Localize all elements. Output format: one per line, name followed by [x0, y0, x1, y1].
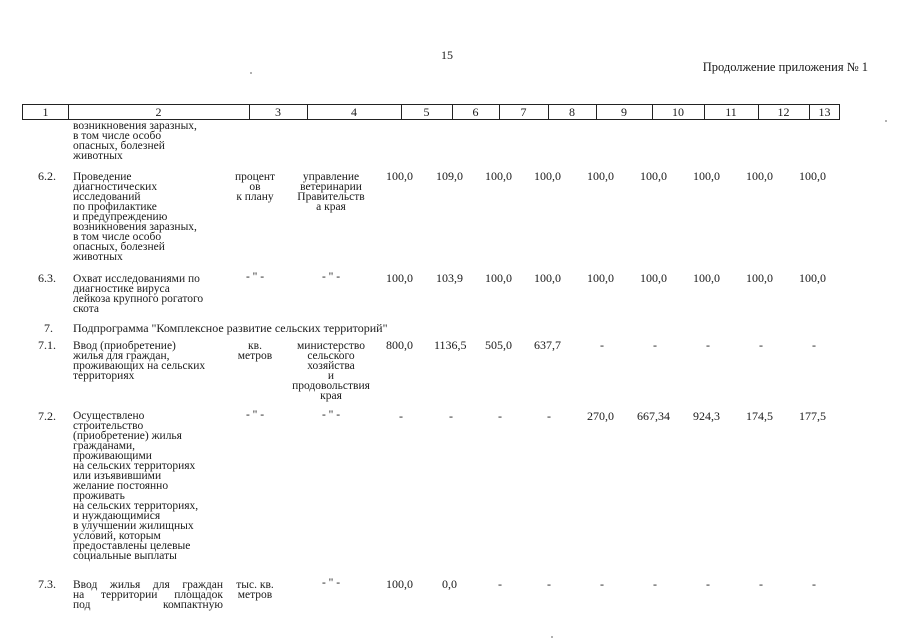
column-divider — [596, 104, 597, 120]
value-cell: 637,7 — [534, 338, 561, 352]
value-cell: 270,0 — [587, 409, 614, 423]
value-cell: 100,0 — [587, 169, 614, 183]
scan-speck — [885, 120, 887, 122]
value-cell: 174,5 — [746, 409, 773, 423]
value-cell: 100,0 — [534, 271, 561, 285]
row-name-line: Ввод жилья для граждан — [73, 579, 223, 591]
header-cell: 8 — [569, 105, 575, 119]
column-divider — [652, 104, 653, 120]
value-cell: 100,0 — [746, 169, 773, 183]
header-cell: 2 — [155, 105, 162, 119]
row-name: Осуществлено строительство (приобретение) жилья гражданами, проживающими на сельских территориях или изъявившими желание постоянно проживать на сельских территориях, и нуждающимися в улучшении жилищных условий, которым предоставлены целевые социальные выплаты — [73, 410, 199, 562]
table-header-row — [22, 104, 840, 120]
value-cell: 100,0 — [693, 271, 720, 285]
column-divider — [401, 104, 402, 120]
row-executor: - " - — [321, 271, 341, 283]
header-cell: 5 — [423, 105, 430, 119]
row-executor: управление ветеринарии Правительств а края — [297, 171, 365, 213]
value-cell: 100,0 — [485, 271, 512, 285]
row-unit: тыс. кв. метров — [236, 579, 274, 601]
value-cell: 100,0 — [693, 169, 720, 183]
header-cell: 13 — [818, 105, 831, 119]
value-cell: - — [547, 409, 551, 423]
column-divider — [307, 104, 308, 120]
row-number: 7.2. — [38, 409, 56, 423]
row-name: Ввод (приобретение) жилья для граждан, проживающих на сельских территориях — [73, 340, 206, 382]
header-cell: 7 — [520, 105, 527, 119]
scan-speck — [551, 636, 553, 638]
header-cell: 12 — [777, 105, 790, 119]
row-number: 6.3. — [38, 271, 56, 285]
value-cell: 100,0 — [746, 271, 773, 285]
value-cell: 924,3 — [693, 409, 720, 423]
value-cell: - — [653, 338, 657, 352]
value-cell: - — [706, 338, 710, 352]
value-cell: 100,0 — [799, 271, 826, 285]
value-cell: - — [547, 577, 551, 591]
row-number: 7.3. — [38, 577, 56, 591]
column-divider — [249, 104, 250, 120]
continuation-title: Продолжение приложения № 1 — [702, 60, 868, 74]
header-cell: 3 — [275, 105, 281, 119]
value-cell: 100,0 — [485, 169, 512, 183]
value-cell: 100,0 — [386, 169, 413, 183]
header-cell: 10 — [672, 105, 684, 119]
value-cell: 100,0 — [640, 169, 667, 183]
header-cell: 1 — [42, 105, 49, 119]
value-cell: 800,0 — [386, 338, 413, 352]
value-cell: 100,0 — [386, 271, 413, 285]
row-number: 6.2. — [38, 169, 56, 183]
value-cell: 667,34 — [637, 409, 670, 423]
value-cell: - — [449, 409, 453, 423]
row-executor: - " - — [321, 409, 341, 421]
value-cell: - — [399, 409, 403, 423]
row-name: Проведение диагностических исследований по профилактике и предупреждению возникновения заразных, в том числе особо опасных, болезней животных — [73, 171, 197, 263]
value-cell: 100,0 — [534, 169, 561, 183]
value-cell: - — [812, 338, 816, 352]
value-cell: 100,0 — [587, 271, 614, 285]
column-divider — [68, 104, 69, 120]
row-number: 7.1. — [38, 338, 56, 352]
value-cell: 100,0 — [386, 577, 413, 591]
row-unit: - " - — [245, 409, 265, 421]
row-name-line: на территории площадок — [73, 589, 223, 601]
row-name: Охват исследованиями по диагностике вируса лейкоза крупного рогатого скота — [73, 273, 204, 315]
value-cell: 100,0 — [640, 271, 667, 285]
value-cell: - — [498, 577, 502, 591]
value-cell: 1136,5 — [434, 338, 467, 352]
value-cell: 100,0 — [799, 169, 826, 183]
column-divider — [499, 104, 500, 120]
row-unit: кв. метров — [237, 340, 273, 362]
value-cell: - — [600, 577, 604, 591]
row-executor: министерство сельского хозяйства и продовольствия края — [292, 340, 370, 402]
row-name: возникновения заразных, в том числе особо опасных, болезней животных — [73, 120, 197, 162]
column-divider — [452, 104, 453, 120]
section-title: Подпрограмма "Комплексное развитие сельских территорий" — [73, 321, 388, 335]
value-cell: - — [653, 577, 657, 591]
value-cell: - — [706, 577, 710, 591]
column-divider — [809, 104, 810, 120]
column-divider — [758, 104, 759, 120]
header-cell: 4 — [351, 105, 357, 119]
value-cell: 177,5 — [799, 409, 826, 423]
row-name-line: под компактную — [73, 599, 223, 611]
value-cell: - — [498, 409, 502, 423]
header-cell: 9 — [621, 105, 627, 119]
value-cell: 103,9 — [436, 271, 463, 285]
row-unit: - " - — [245, 271, 265, 283]
value-cell: 0,0 — [442, 577, 457, 591]
value-cell: 505,0 — [485, 338, 512, 352]
value-cell: - — [812, 577, 816, 591]
value-cell: - — [759, 338, 763, 352]
scan-speck — [250, 72, 252, 74]
header-cell: 6 — [472, 105, 479, 119]
page-number: 15 — [441, 48, 453, 62]
value-cell: - — [600, 338, 604, 352]
column-divider — [548, 104, 549, 120]
row-number: 7. — [44, 321, 53, 335]
value-cell: - — [759, 577, 763, 591]
value-cell: 109,0 — [436, 169, 463, 183]
column-divider — [704, 104, 705, 120]
header-cell: 11 — [725, 105, 737, 119]
row-executor: - " - — [321, 577, 341, 589]
row-unit: процент ов к плану — [234, 171, 276, 203]
